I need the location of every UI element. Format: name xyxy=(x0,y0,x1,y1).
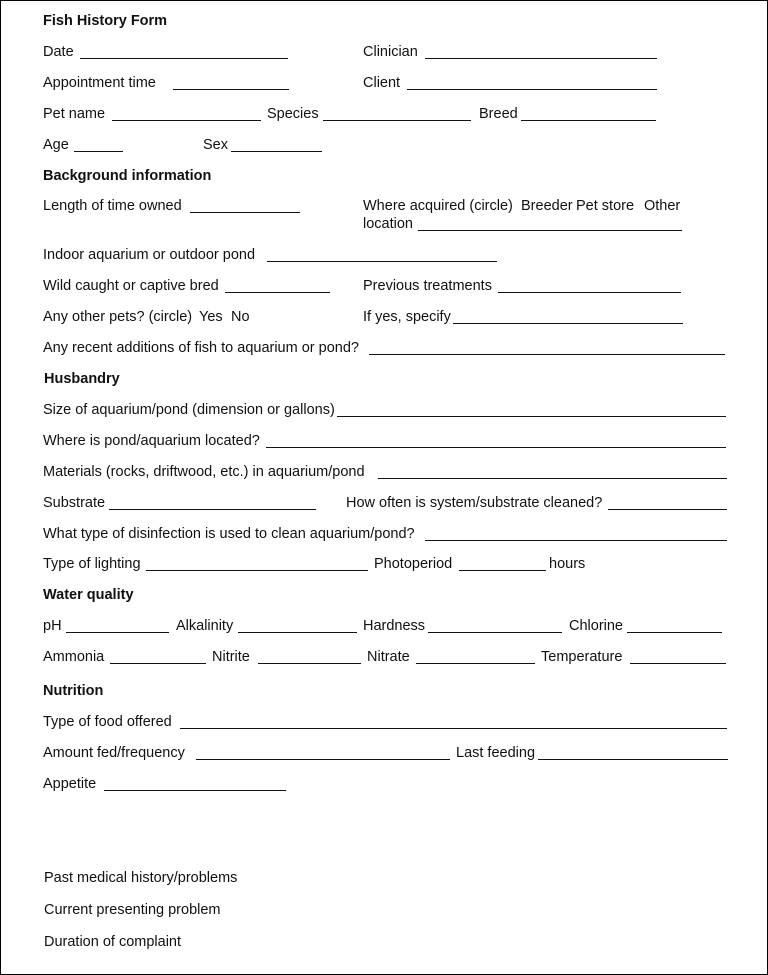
hardness-label: Hardness xyxy=(363,618,426,634)
recent-additions-label: Any recent additions of fish to aquarium or pond? xyxy=(43,340,359,356)
date-clinician-row xyxy=(1,43,768,65)
location-label: Where is pond/aquarium located? xyxy=(43,433,260,449)
recent-additions-field[interactable] xyxy=(369,354,725,355)
substrate-cleaned-row xyxy=(1,494,768,516)
previous-treatments-label: Previous treatments xyxy=(363,278,492,294)
appetite-field[interactable] xyxy=(104,790,286,791)
recent-additions-row xyxy=(1,339,768,361)
materials-label: Materials (rocks, driftwood, etc.) in aquarium/pond xyxy=(43,464,365,480)
water-quality-heading-row xyxy=(1,586,768,608)
appointment-time-label: Appointment time xyxy=(43,75,156,91)
substrate-field[interactable] xyxy=(109,509,316,510)
location-field[interactable] xyxy=(266,447,726,448)
disinfection-row xyxy=(1,525,768,547)
other-pets-row xyxy=(1,308,768,330)
temperature-label: Temperature xyxy=(541,649,623,665)
background-heading: Background information xyxy=(43,168,212,184)
amount-label: Amount fed/frequency xyxy=(43,745,185,761)
form-title: Fish History Form xyxy=(43,13,168,29)
photoperiod-label: Photoperiod xyxy=(374,556,453,572)
appointment-client-row xyxy=(1,74,768,96)
breed-field[interactable] xyxy=(521,120,656,121)
if-yes-label: If yes, specify xyxy=(363,309,451,325)
food-field[interactable] xyxy=(180,728,727,729)
age-label: Age xyxy=(43,137,69,153)
size-row xyxy=(1,401,768,423)
ammonia-label: Ammonia xyxy=(43,649,105,665)
acquired-option-breeder[interactable]: Breeder xyxy=(521,198,573,214)
age-field[interactable] xyxy=(74,151,123,152)
nitrate-label: Nitrate xyxy=(367,649,410,665)
nitrate-field[interactable] xyxy=(416,663,535,664)
indoor-outdoor-field[interactable] xyxy=(267,261,497,262)
chlorine-label: Chlorine xyxy=(569,618,623,634)
client-label: Client xyxy=(363,75,401,91)
sex-label: Sex xyxy=(203,137,228,153)
other-pets-option-yes[interactable]: Yes xyxy=(199,309,223,325)
photoperiod-field[interactable] xyxy=(459,570,546,571)
food-label: Type of food offered xyxy=(43,714,172,730)
breed-label: Breed xyxy=(479,106,518,122)
previous-treatments-field[interactable] xyxy=(498,292,681,293)
pet-name-label: Pet name xyxy=(43,106,106,122)
materials-field[interactable] xyxy=(378,478,727,479)
species-field[interactable] xyxy=(323,120,471,121)
species-label: Species xyxy=(267,106,319,122)
where-acquired-label: Where acquired (circle) xyxy=(363,198,513,214)
acquired-option-pet-store[interactable]: Pet store xyxy=(576,198,635,214)
food-row xyxy=(1,713,768,735)
pet-name-species-breed-row xyxy=(1,105,768,127)
background-heading-row xyxy=(1,167,768,189)
ph-label: pH xyxy=(43,618,62,634)
appointment-time-field[interactable] xyxy=(173,89,289,90)
pet-name-field[interactable] xyxy=(112,120,261,121)
wild-captive-treatments-row xyxy=(1,277,768,299)
current-problem-row xyxy=(1,901,768,923)
form-title-row xyxy=(1,12,768,34)
nitrite-label: Nitrite xyxy=(212,649,250,665)
wild-captive-label: Wild caught or captive bred xyxy=(43,278,219,294)
husbandry-heading-row xyxy=(1,370,768,392)
hours-label: hours xyxy=(549,556,586,572)
cleaned-field[interactable] xyxy=(608,509,727,510)
amount-last-feeding-row xyxy=(1,744,768,766)
materials-row xyxy=(1,463,768,485)
sex-field[interactable] xyxy=(231,151,322,152)
acquired-option-other[interactable]: Other xyxy=(644,198,681,214)
cleaned-label: How often is system/substrate cleaned? xyxy=(346,495,603,511)
substrate-label: Substrate xyxy=(43,495,106,511)
alkalinity-label: Alkalinity xyxy=(176,618,234,634)
size-label: Size of aquarium/pond (dimension or gallons) xyxy=(43,402,335,418)
acquired-location-field[interactable] xyxy=(418,230,682,231)
nutrition-heading: Nutrition xyxy=(43,683,104,699)
ammonia-field[interactable] xyxy=(110,663,206,664)
clinician-label: Clinician xyxy=(363,44,418,60)
current-problem-label: Current presenting problem xyxy=(44,902,221,918)
water-quality-heading: Water quality xyxy=(43,587,134,603)
nutrition-heading-row xyxy=(1,682,768,704)
hardness-field[interactable] xyxy=(428,632,562,633)
alkalinity-field[interactable] xyxy=(238,632,357,633)
lighting-label: Type of lighting xyxy=(43,556,141,572)
duration-row xyxy=(1,933,768,955)
other-pets-option-no[interactable]: No xyxy=(231,309,250,325)
husbandry-heading: Husbandry xyxy=(44,371,120,387)
clinician-field[interactable] xyxy=(425,58,657,59)
acquired-location-row xyxy=(1,215,768,237)
chlorine-field[interactable] xyxy=(627,632,722,633)
other-pets-label: Any other pets? (circle) xyxy=(43,309,193,325)
indoor-outdoor-label: Indoor aquarium or outdoor pond xyxy=(43,247,256,263)
ph-field[interactable] xyxy=(66,632,169,633)
last-feeding-field[interactable] xyxy=(538,759,728,760)
acquired-location-label: location xyxy=(363,216,413,232)
temperature-field[interactable] xyxy=(630,663,726,664)
size-field[interactable] xyxy=(337,416,726,417)
ammonia-nitrite-nitrate-temperature-row xyxy=(1,648,768,670)
lighting-field[interactable] xyxy=(146,570,368,571)
past-medical-label: Past medical history/problems xyxy=(44,870,238,886)
age-sex-row xyxy=(1,136,768,158)
nitrite-field[interactable] xyxy=(258,663,361,664)
disinfection-field[interactable] xyxy=(425,540,727,541)
indoor-outdoor-row xyxy=(1,246,768,268)
appetite-label: Appetite xyxy=(43,776,97,792)
wild-captive-field[interactable] xyxy=(225,292,330,293)
last-feeding-label: Last feeding xyxy=(456,745,536,761)
duration-label: Duration of complaint xyxy=(44,934,182,950)
disinfection-label: What type of disinfection is used to clean aquarium/pond? xyxy=(43,526,415,542)
appetite-row xyxy=(1,775,768,797)
length-owned-label: Length of time owned xyxy=(43,198,182,214)
ph-alkalinity-hardness-chlorine-row xyxy=(1,617,768,639)
if-yes-field[interactable] xyxy=(453,323,683,324)
date-field[interactable] xyxy=(80,58,288,59)
lighting-photoperiod-row xyxy=(1,555,768,577)
length-owned-field[interactable] xyxy=(190,212,300,213)
past-medical-row xyxy=(1,869,768,891)
client-field[interactable] xyxy=(407,89,657,90)
location-row xyxy=(1,432,768,454)
date-label: Date xyxy=(43,44,74,60)
amount-field[interactable] xyxy=(196,759,450,760)
